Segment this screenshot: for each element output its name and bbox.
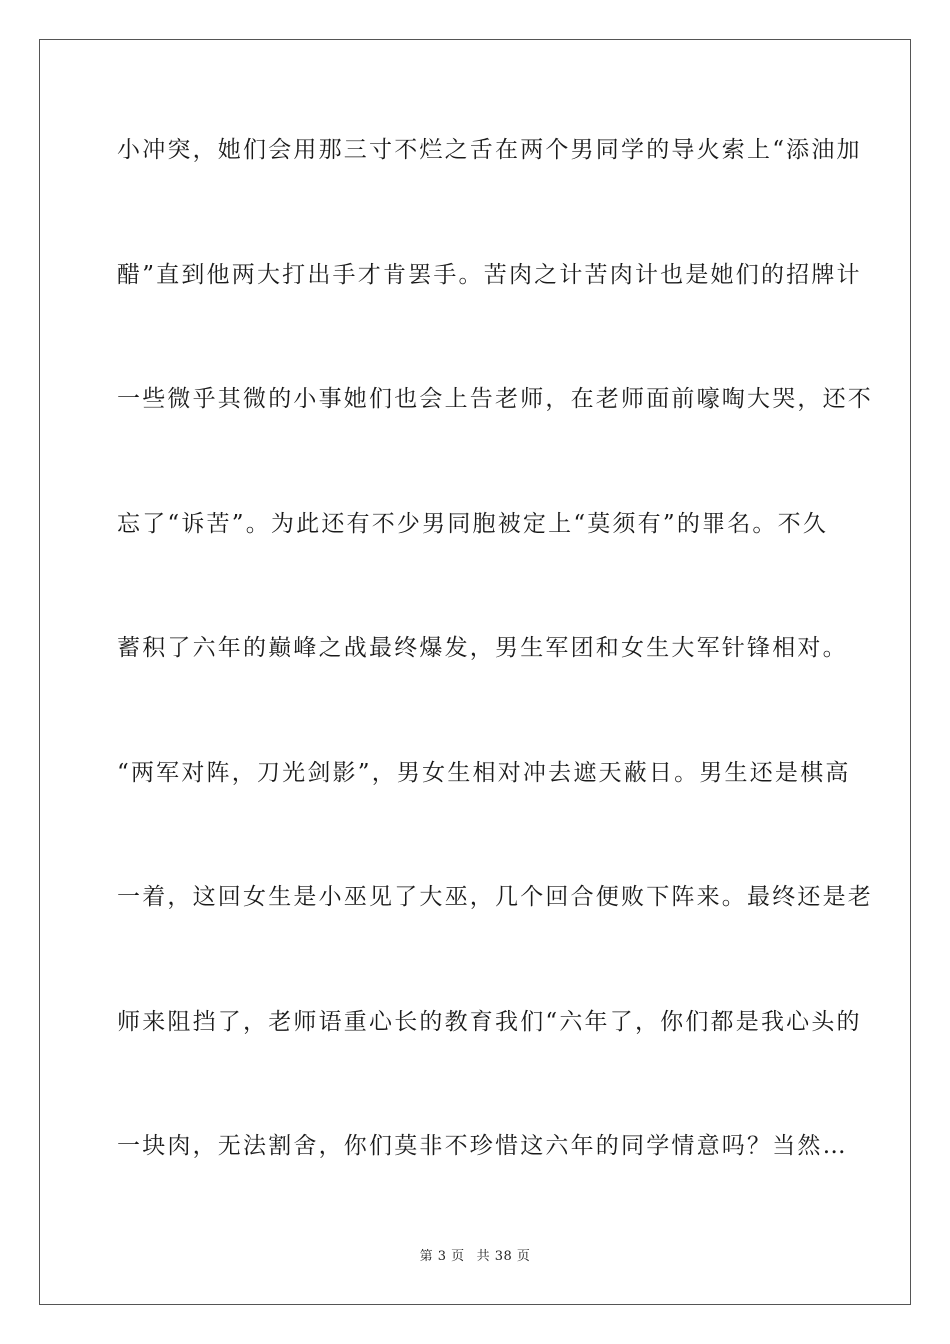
text-line: 醋”直到他两大打出手才肯罢手。苦肉之计苦肉计也是她们的招牌计 <box>117 261 862 288</box>
page-footer <box>0 1248 950 1266</box>
text-line: “两军对阵，刀光剑影”，男女生相对冲去遮天蔽日。男生还是棋高 <box>117 759 851 786</box>
text-line: 小冲突，她们会用那三寸不烂之舌在两个男同学的导火索上“添油加 <box>117 137 862 163</box>
page-number: 第 3 页 <box>419 1249 465 1264</box>
text-line: 一些微乎其微的小事她们也会上告老师，在老师面前嚎啕大哭，还不 <box>117 386 873 412</box>
total-pages: 共 38 页 <box>476 1249 531 1264</box>
text-line: 师来阻挡了，老师语重心长的教育我们“六年了，你们都是我心头的 <box>117 1008 862 1035</box>
document-body <box>117 127 873 1248</box>
text-line: 一块肉，无法割舍，你们莫非不珍惜这六年的同学情意吗？当然… <box>117 1133 848 1159</box>
text-line: 一着，这回女生是小巫见了大巫，几个回合便败下阵来。最终还是老 <box>117 884 873 910</box>
text-line: 蓄积了六年的巅峰之战最终爆发，男生军团和女生大军针锋相对。 <box>117 635 848 661</box>
text-line: 忘了“诉苦”。为此还有不少男同胞被定上“莫须有”的罪名。不久 <box>117 510 829 537</box>
